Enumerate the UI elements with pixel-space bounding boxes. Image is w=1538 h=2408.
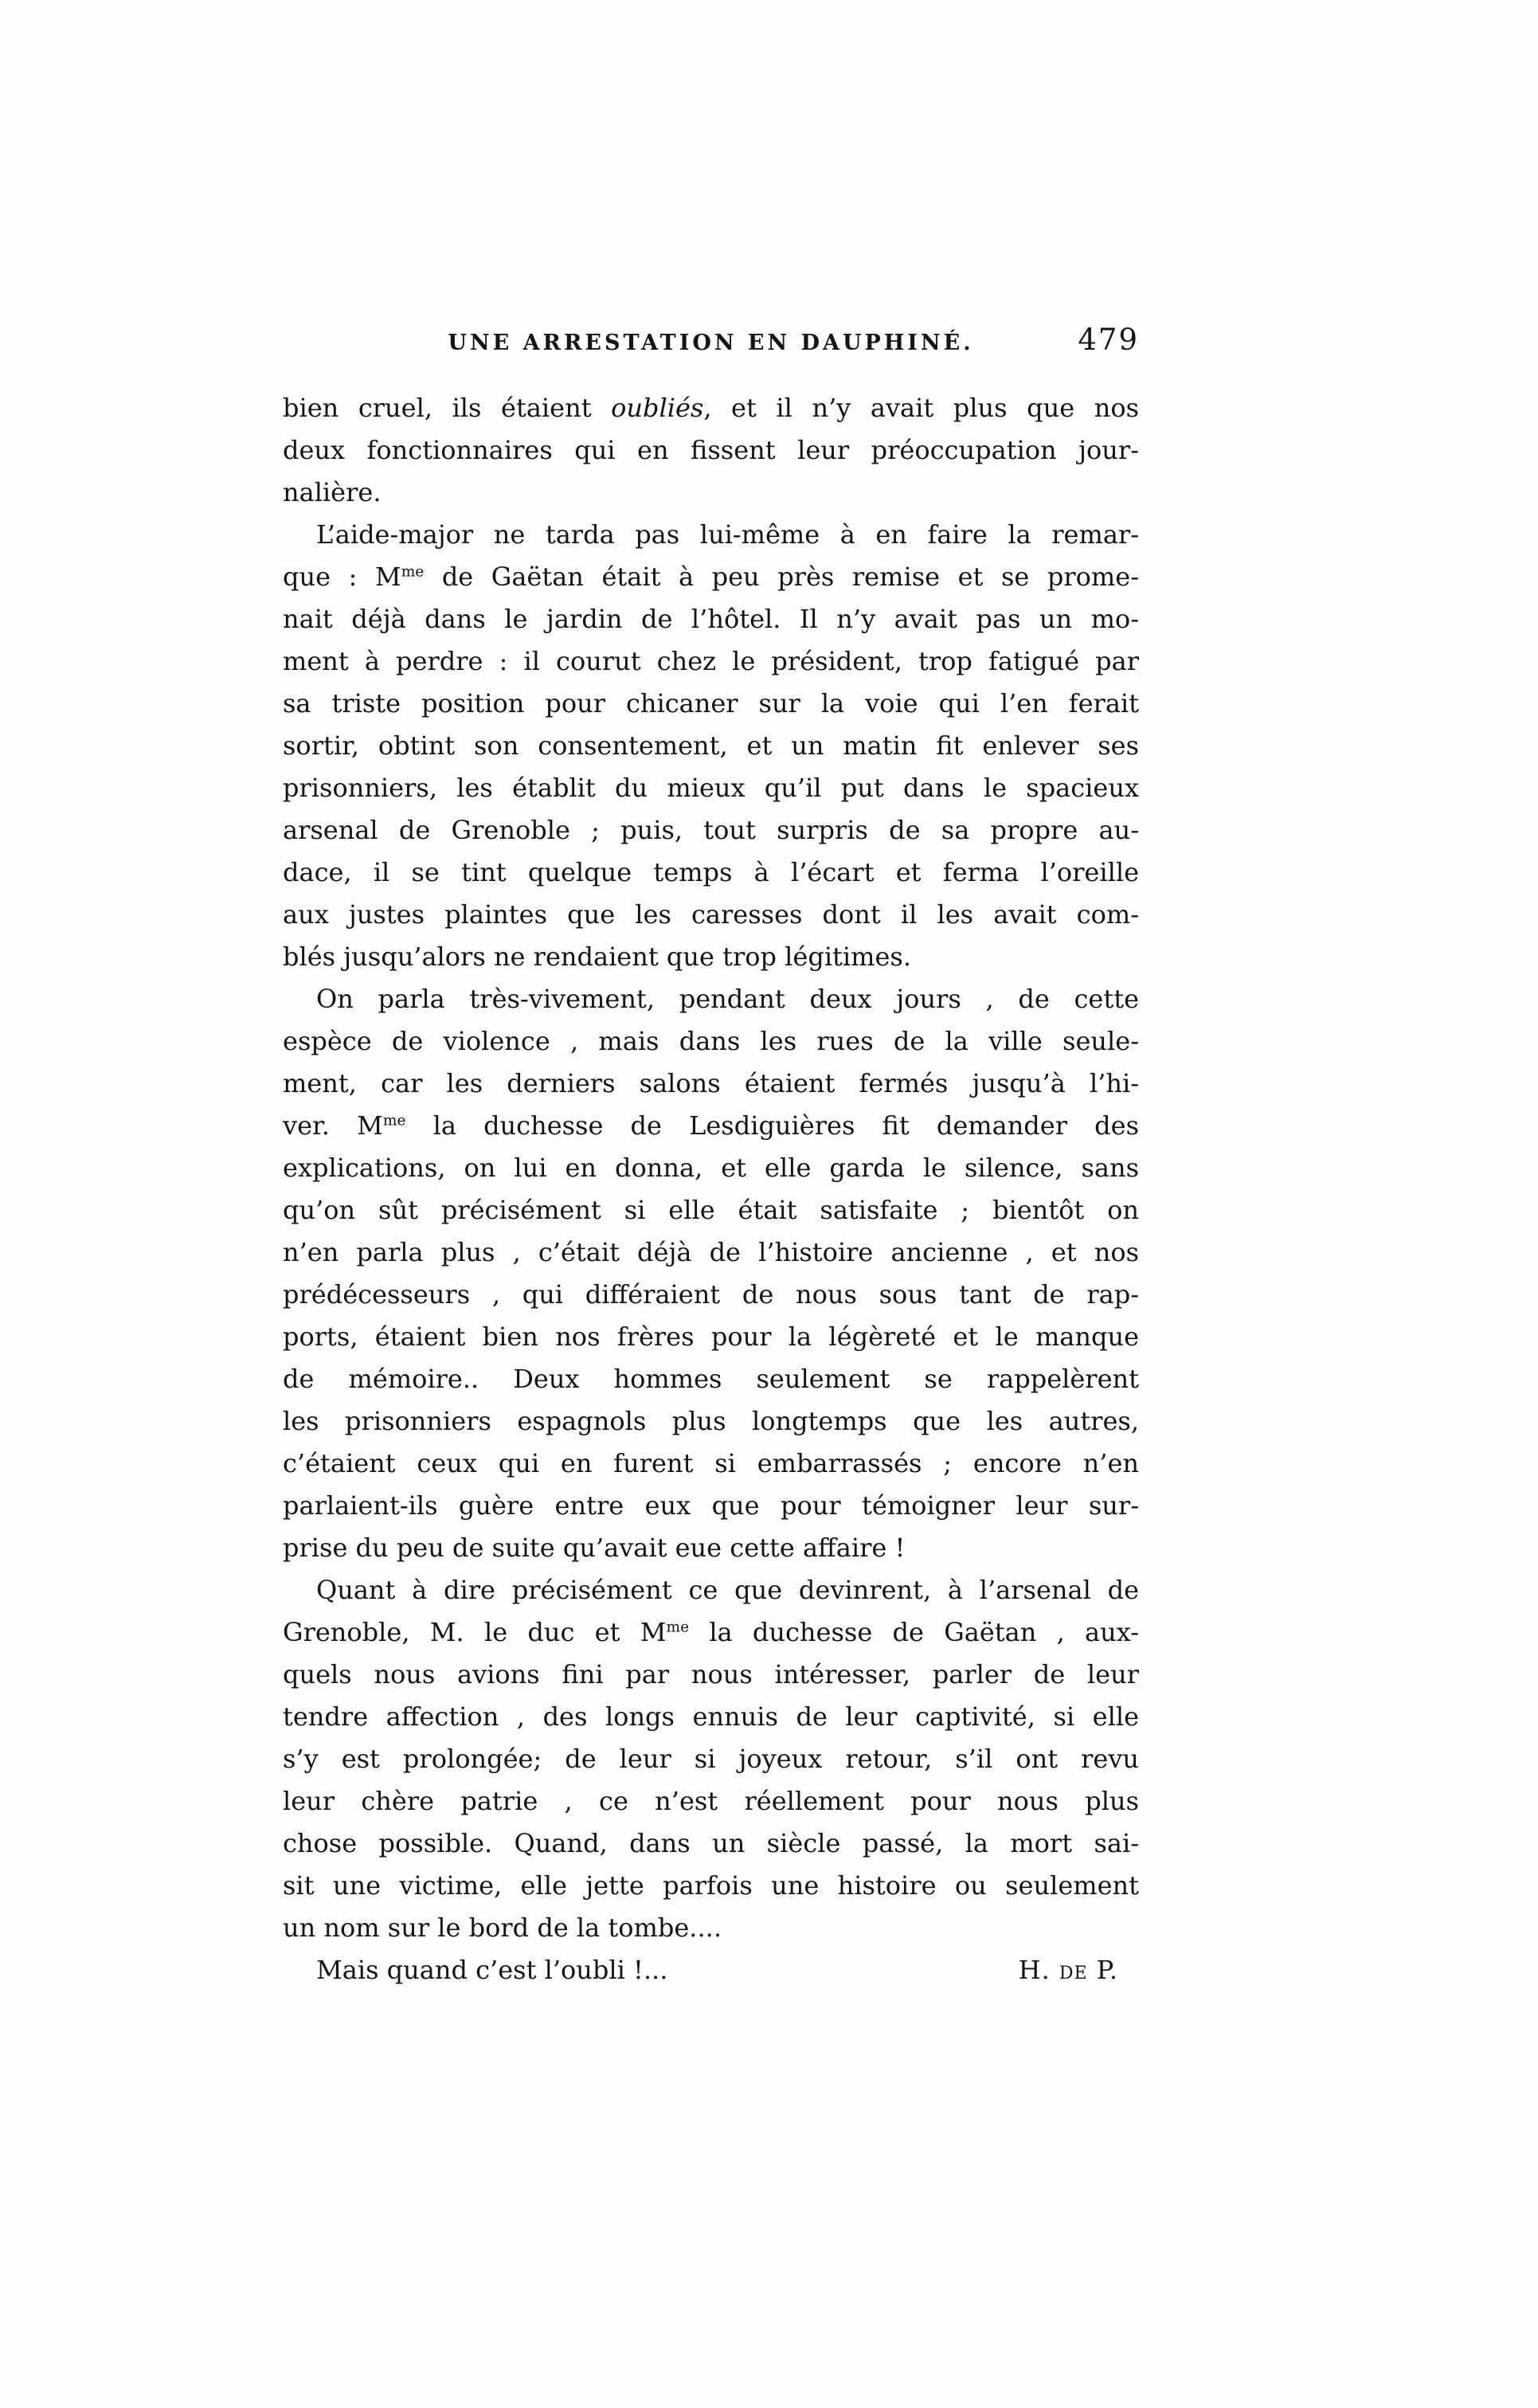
text-line: espèce de violence , mais dans les rues de la ville seule- [283, 1026, 1139, 1056]
text-line: deux fonctionnaires qui en fissent leur préoccupation jour- [283, 435, 1139, 465]
text-line: On parla très-vivement, pendant deux jours , de cette [316, 984, 1139, 1014]
text-line: Quant à dire précisément ce que devinrent, à l’arsenal de [316, 1575, 1139, 1605]
text-line: ment à perdre : il courut chez le président, trop fatigué par [283, 646, 1139, 676]
text-line: Grenoble, M. le duc et $M^{me}$ la duchesse de Gaëtan , aux- [283, 1617, 1139, 1647]
page-number: 479 [1078, 323, 1139, 357]
text-line: dace, il se tint quelque temps à l’écart et ferma l’oreille [283, 857, 1139, 887]
text-line: c’étaient ceux qui en furent si embarrassés ; encore n’en [283, 1448, 1139, 1478]
text-line: s’y est prolongée; de leur si joyeux retour, s’il ont revu [283, 1744, 1139, 1774]
text-line: prisonniers, les établit du mieux qu’il put dans le spacieux [283, 773, 1139, 803]
text-line: sortir, obtint son consentement, et un matin fit enlever ses [283, 730, 1139, 761]
text-line: nalière. [283, 477, 382, 507]
text-line: sit une victime, elle jette parfois une histoire ou seulement [283, 1870, 1139, 1901]
text-line: chose possible. Quand, dans un siècle passé, la mort sai- [283, 1828, 1139, 1858]
text-line: L’aide-major ne tarda pas lui-même à en faire la remar- [316, 519, 1139, 550]
text-line: tendre affection , des longs ennuis de leur captivité, si elle [283, 1701, 1139, 1732]
running-head [283, 325, 1139, 362]
text-line: arsenal de Grenoble ; puis, tout surpris de sa propre au- [283, 815, 1139, 845]
text-line: quels nous avions fini par nous intéresser, parler de leur [283, 1659, 1139, 1690]
text-line: aux justes plaintes que les caresses dont il les avait com- [283, 899, 1139, 930]
text-line: que : $M^{me}$ de Gaëtan était à peu près remise et se prome- [283, 562, 1139, 592]
author-signature: H. de P. [1018, 1955, 1118, 1985]
text-line: explications, on lui en donna, et elle garda le silence, sans [283, 1153, 1139, 1183]
text-line: de mémoire.. Deux hommes seulement se rappelèrent [283, 1364, 1139, 1394]
text-line: ment, car les derniers salons étaient fermés jusqu’à l’hi- [283, 1068, 1139, 1098]
text-line: sa triste position pour chicaner sur la voie qui l’en ferait [283, 688, 1139, 718]
text-line: n’en parla plus , c’était déjà de l’histoire ancienne , et nos [283, 1237, 1139, 1267]
text-line: les prisonniers espagnols plus longtemps que les autres, [283, 1406, 1139, 1436]
text-line: qu’on sût précisément si elle était satisfaite ; bientôt on [283, 1195, 1139, 1225]
text-line: parlaient-ils guère entre eux que pour témoigner leur sur- [283, 1490, 1139, 1521]
text-line: leur chère patrie , ce n’est réellement pour nous plus [283, 1786, 1139, 1816]
body-text [283, 387, 1139, 1991]
closing-line [283, 1949, 1139, 1991]
text-line: ver. $M^{me}$ la duchesse de Lesdiguières fit demander des [283, 1110, 1139, 1141]
text-line: nait déjà dans le jardin de l’hôtel. Il n’y avait pas un mo- [283, 604, 1139, 634]
text-line: ports, étaient bien nos frères pour la légèreté et le manque [283, 1321, 1139, 1352]
text-line: blés jusqu’alors ne rendaient que trop légitimes. [283, 942, 912, 972]
page-title: UNE ARRESTATION EN DAUPHINÉ. [448, 331, 974, 355]
text-line: bien cruel, ils étaient oubliés, et il n’y avait plus que nos [283, 393, 1139, 423]
text-line: un nom sur le bord de la tombe.... [283, 1913, 722, 1943]
text-line: prédécesseurs , qui différaient de nous sous tant de rap- [283, 1279, 1139, 1310]
text-line: prise du peu de suite qu’avait eue cette affaire ! [283, 1533, 906, 1563]
closing-text: Mais quand c’est l’oubli !... [316, 1955, 668, 1985]
